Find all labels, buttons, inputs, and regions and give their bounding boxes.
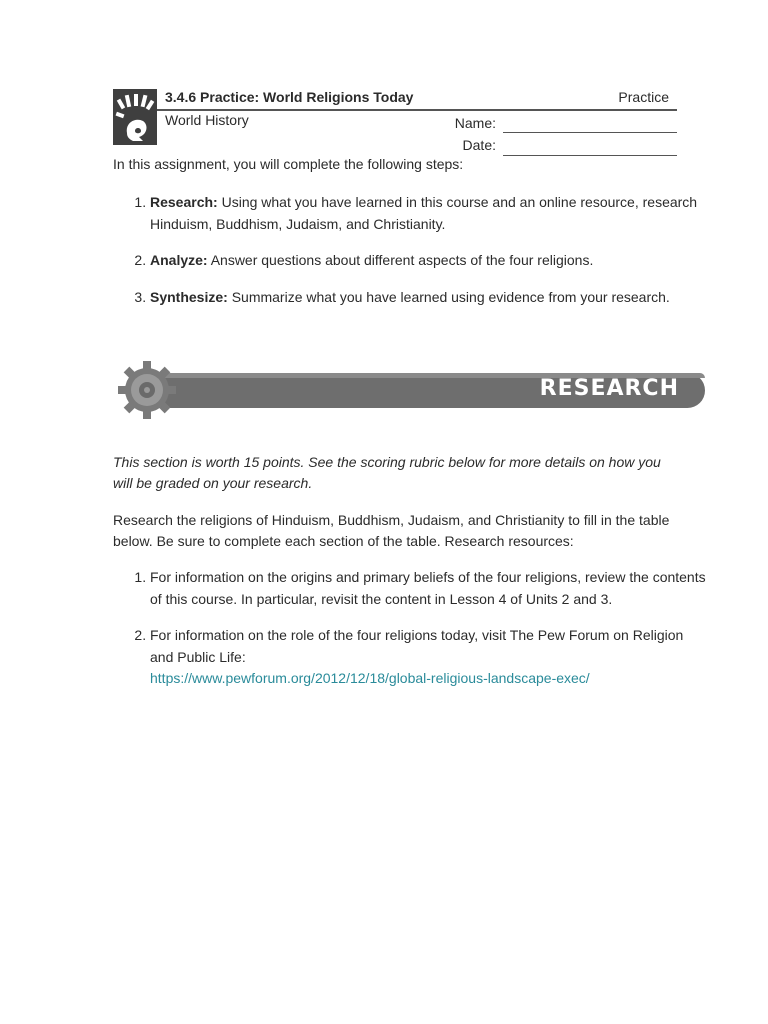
step-term: Analyze:: [150, 252, 208, 268]
header-divider: [157, 109, 677, 111]
scoring-note: This section is worth 15 points. See the scoring rubric below for more details on how you will be graded on your research.: [113, 454, 661, 491]
list-item: [150, 287, 710, 309]
list-item: [150, 625, 710, 690]
step-text: Using what you have learned in this course and an online resource, research Hinduism, Buddhism, Judaism, and Christianity.: [150, 194, 698, 232]
steps-list: [113, 192, 710, 323]
instructions-text: Research the religions of Hinduism, Buddhism, Judaism, and Christianity to fill in the table below. Be sure to complete each section of the table. Research resources:: [113, 512, 670, 549]
list-item: [150, 250, 710, 272]
resource-text: For information on the role of the four religions today, visit The Pew Forum on Religion and Public Life:: [150, 627, 684, 665]
course-logo-icon: [113, 89, 157, 145]
document-type: Practice: [618, 89, 669, 105]
document-title: 3.4.6 Practice: World Religions Today: [165, 89, 414, 105]
step-term: Research:: [150, 194, 218, 210]
step-term: Synthesize:: [150, 288, 228, 305]
list-item: [150, 567, 710, 610]
banner-label: RESEARCH: [539, 376, 679, 401]
name-field[interactable]: [503, 132, 677, 133]
date-label: Date:: [462, 137, 496, 153]
step-text: Answer questions about different aspects of the four religions.: [207, 252, 594, 268]
gear-icon: [117, 360, 177, 420]
resource-text: For information on the origins and primary beliefs of the four religions, review the contents of this course. In particular, revisit the content in Lesson 4 of Units 2 and 3.: [150, 569, 706, 607]
research-banner: [117, 360, 707, 420]
pew-forum-link[interactable]: https://www.pewforum.org/2012/12/18/global-religious-landscape-exec/: [150, 670, 590, 686]
course-name: World History: [165, 112, 249, 128]
name-label: Name:: [454, 115, 496, 131]
intro-text: In this assignment, you will complete the following steps:: [113, 156, 464, 172]
resources-list: [113, 567, 710, 705]
list-item: [150, 192, 710, 235]
date-field[interactable]: [503, 155, 677, 156]
step-text: Summarize what you have learned using evidence from your research.: [227, 288, 670, 305]
